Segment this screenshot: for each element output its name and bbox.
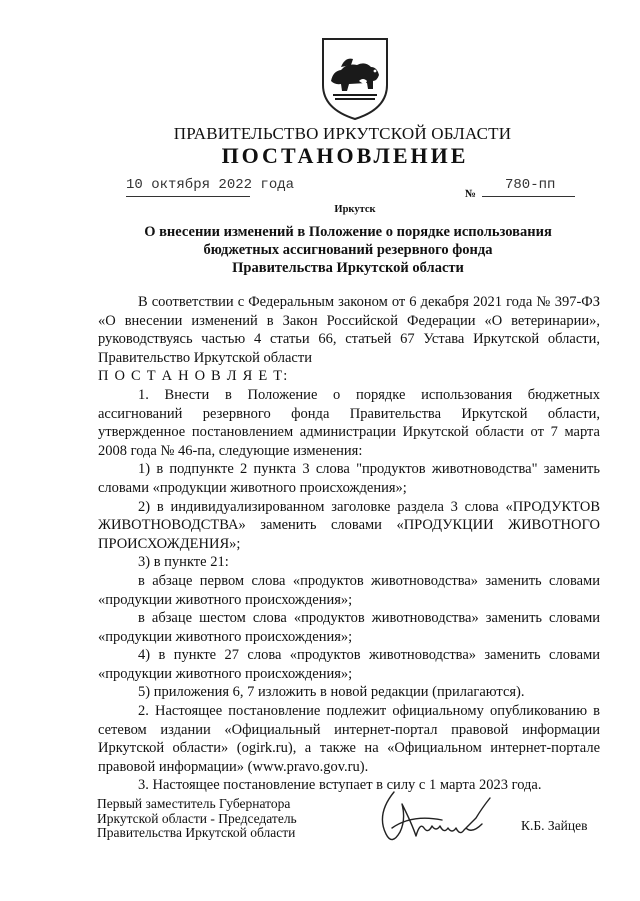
- paragraph: 5) приложения 6, 7 изложить в новой редакции (прилагаются).: [138, 684, 525, 701]
- date-underline: [126, 196, 250, 197]
- paragraph: в абзаце шестом слова «продуктов животноводства» заменить словами «продукции животного происхождения»;: [98, 610, 600, 645]
- signatory-position: [97, 797, 297, 841]
- document-number: 780-пп: [505, 177, 556, 193]
- paragraph: 4) в пункте 27 слова «продуктов животноводства» заменить словами «продукции животного происхождения»;: [98, 647, 600, 682]
- paragraph: 3) в пункте 21:: [138, 554, 229, 571]
- number-underline: [482, 196, 575, 197]
- position-line: Правительства Иркутской области: [97, 825, 296, 840]
- number-label: №: [465, 188, 477, 200]
- document-type: ПОСТАНОВЛЕНИЕ: [221, 143, 469, 168]
- coat-of-arms-icon: [319, 37, 391, 121]
- title-line: бюджетных ассигнований резервного фонда: [203, 242, 493, 258]
- paragraph: 2. Настоящее постановление подлежит официальному опубликованию в сетевом издании «Официальный интернет-портал правовой информации Иркутской области» (ogirk.ru), а также на «Официальном интернет-портале правовой информации» (www.pravo.gov.ru).: [98, 703, 600, 775]
- preamble-paragraph: В соответствии с Федеральным законом от 6 декабря 2021 года № 397-ФЗ «О внесении изменений в Закон Российской Федерации «О ветеринарии», руководствуясь частью 4 статьи 66, статьей 67 Устава Иркутской области, Правительство Иркутской области: [98, 294, 600, 366]
- position-line: Первый заместитель Губернатора: [97, 796, 291, 811]
- signatory-name: К.Б. Зайцев: [521, 818, 588, 833]
- document-body: [98, 293, 600, 795]
- paragraph: 2) в индивидуализированном заголовке раздела 3 слова «ПРОДУКТОВ ЖИВОТНОВОДСТВА» заменить словами «ПРОДУКЦИИ ЖИВОТНОГО ПРОИСХОЖДЕНИЯ»;: [98, 498, 600, 552]
- title-line: Правительства Иркутской области: [232, 260, 464, 276]
- paragraph: 1) в подпункте 2 пункта 3 слова "продуктов животноводства" заменить словами «продукции животного происхождения»;: [98, 461, 600, 496]
- document-title: [98, 223, 598, 277]
- organization-name: ПРАВИТЕЛЬСТВО ИРКУТСКОЙ ОБЛАСТИ: [173, 124, 512, 143]
- handwritten-signature-icon: [372, 784, 500, 854]
- decree-heading: П О С Т А Н О В Л Я Е Т:: [98, 368, 289, 385]
- paragraph: в абзаце первом слова «продуктов животноводства» заменить словами «продукции животного происхождения»;: [98, 572, 600, 608]
- paragraph: 1. Внести в Положение о порядке использования бюджетных ассигнований резервного фонда Правительства Иркутской области, утвержденное постановлением администрации Иркутской области от 7 марта 2008 года № 46-па, следующие изменения:: [98, 386, 600, 459]
- title-line: О внесении изменений в Положение о порядке использования: [144, 224, 552, 240]
- city: Иркутск: [334, 204, 376, 215]
- document-date: 10 октября 2022 года: [126, 177, 295, 193]
- position-line: Иркутской области - Председатель: [97, 810, 297, 826]
- paragraph: 3. Настоящее постановление вступает в силу с 1 марта 2023 года.: [138, 777, 542, 794]
